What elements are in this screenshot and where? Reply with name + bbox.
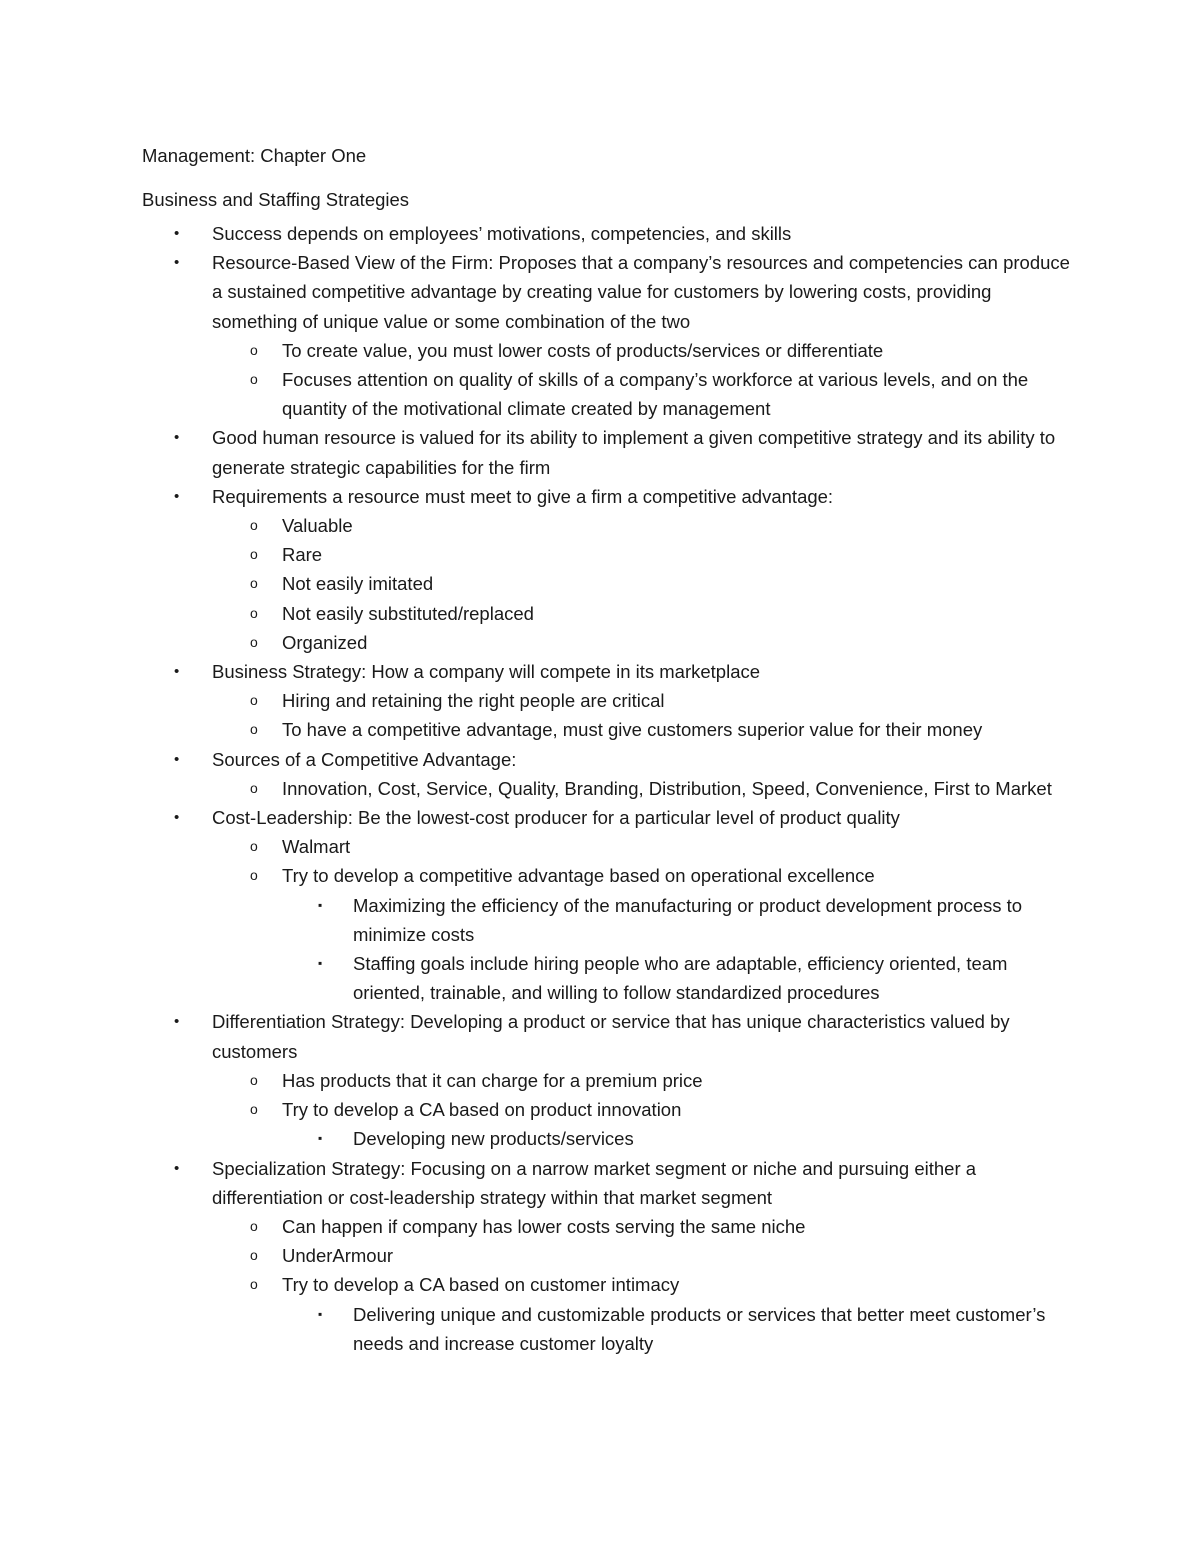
bullet-icon: • <box>174 487 180 505</box>
list-item <box>142 686 1072 715</box>
list-item <box>142 745 1072 774</box>
list-item <box>142 1154 1072 1212</box>
list-item-text: UnderArmour <box>282 1245 394 1267</box>
list-item <box>142 1270 1072 1299</box>
list-item-text: Cost-Leadership: Be the lowest-cost producer for a particular level of product quality <box>212 807 900 829</box>
bullet-icon: • <box>174 750 180 768</box>
list-item <box>142 511 1072 540</box>
list-item-text: Good human resource is valued for its ability to implement a given competitive strategy and its ability to generate strategic capabilities for the firm <box>212 427 1056 478</box>
circle-bullet-icon: o <box>250 604 258 621</box>
list-item-text: Sources of a Competitive Advantage: <box>212 748 517 770</box>
circle-bullet-icon: o <box>250 1247 258 1264</box>
list-item <box>142 803 1072 832</box>
square-bullet-icon: ▪ <box>318 956 323 971</box>
list-item-text: Valuable <box>282 515 353 537</box>
bullet-icon: • <box>174 225 180 242</box>
list-item-text: To create value, you must lower costs of products/services or differentiate <box>282 339 884 361</box>
list-item <box>142 248 1072 336</box>
list-item <box>142 336 1072 365</box>
circle-bullet-icon: o <box>250 779 258 796</box>
document-title: Management: Chapter One <box>142 145 367 166</box>
list-item-text: Innovation, Cost, Service, Quality, Branding, Distribution, Speed, Convenience, First to Market <box>282 777 1052 799</box>
list-item <box>142 861 1072 890</box>
list-item <box>142 423 1072 481</box>
list-item <box>142 949 1072 1007</box>
list-item <box>142 1212 1072 1241</box>
circle-bullet-icon: o <box>250 838 258 855</box>
list-item-text: Resource-Based View of the Firm: Proposes that a company’s resources and competencies can produce a sustained competitive advantage by creating value for customers by lowering costs, providing something of unique value or some combination of the two <box>212 252 1070 332</box>
bullet-icon: • <box>174 1159 180 1177</box>
list-item-text: Walmart <box>282 836 351 858</box>
list-item <box>142 1007 1072 1065</box>
document-page <box>142 143 1072 1358</box>
bullet-icon: • <box>174 663 180 681</box>
circle-bullet-icon: o <box>250 1101 258 1118</box>
list-item-text: Requirements a resource must meet to give a firm a competitive advantage: <box>212 485 834 507</box>
outline-list <box>142 219 1072 1358</box>
list-item <box>142 774 1072 803</box>
square-bullet-icon: ▪ <box>318 1306 323 1321</box>
bullet-icon: • <box>174 1013 180 1031</box>
list-item <box>142 1300 1072 1358</box>
list-item-text: Try to develop a competitive advantage based on operational excellence <box>282 865 875 887</box>
circle-bullet-icon: o <box>250 575 258 592</box>
circle-bullet-icon: o <box>250 692 258 709</box>
list-item <box>142 219 1072 248</box>
list-item <box>142 832 1072 861</box>
list-item-text: Specialization Strategy: Focusing on a narrow market segment or niche and pursuing either a differentiation or cost-leadership strategy within that market segment <box>212 1157 977 1208</box>
circle-bullet-icon: o <box>250 1276 258 1293</box>
section-heading: Business and Staffing Strategies <box>142 189 410 210</box>
list-item-text: Maximizing the efficiency of the manufacturing or product development process to minimize costs <box>353 894 1023 945</box>
circle-bullet-icon: o <box>250 517 258 534</box>
list-item <box>142 1066 1072 1095</box>
list-item-text: Can happen if company has lower costs serving the same niche <box>282 1215 806 1237</box>
list-item-text: To have a competitive advantage, must give customers superior value for their money <box>282 719 983 741</box>
list-item-text: Success depends on employees’ motivations, competencies, and skills <box>212 223 792 244</box>
circle-bullet-icon: o <box>250 546 258 563</box>
list-item-text: Business Strategy: How a company will compete in its marketplace <box>212 661 761 683</box>
list-item <box>142 891 1072 949</box>
circle-bullet-icon: o <box>250 341 258 358</box>
list-item <box>142 599 1072 628</box>
square-bullet-icon: ▪ <box>318 1131 323 1146</box>
circle-bullet-icon: o <box>250 867 258 884</box>
list-item-text: Organized <box>282 631 368 653</box>
list-item-text: Developing new products/services <box>353 1128 634 1150</box>
list-item-text: Try to develop a CA based on customer intimacy <box>282 1274 680 1296</box>
list-item-text: Focuses attention on quality of skills of a company’s workforce at various levels, and on the quantity of the motivational climate created by management <box>282 369 1029 420</box>
list-item-text: Differentiation Strategy: Developing a product or service that has unique characteristics valued by customers <box>212 1011 1010 1062</box>
list-item <box>142 657 1072 686</box>
bullet-icon: • <box>174 254 180 272</box>
list-item <box>142 569 1072 598</box>
list-item <box>142 1241 1072 1270</box>
list-item <box>142 540 1072 569</box>
circle-bullet-icon: o <box>250 1217 258 1234</box>
list-item-text: Not easily imitated <box>282 573 434 595</box>
list-item <box>142 715 1072 744</box>
circle-bullet-icon: o <box>250 1071 258 1088</box>
list-item-text: Rare <box>282 544 323 566</box>
circle-bullet-icon: o <box>250 721 258 738</box>
list-item <box>142 365 1072 423</box>
list-item-text: Try to develop a CA based on product innovation <box>282 1099 682 1121</box>
list-item <box>142 1095 1072 1124</box>
square-bullet-icon: ▪ <box>318 897 323 912</box>
list-item-text: Delivering unique and customizable products or services that better meet customer’s needs and increase customer loyalty <box>353 1303 1046 1354</box>
circle-bullet-icon: o <box>250 633 258 650</box>
bullet-icon: • <box>174 809 180 827</box>
list-item-text: Hiring and retaining the right people are critical <box>282 690 665 712</box>
list-item <box>142 1124 1072 1153</box>
bullet-icon: • <box>174 429 180 447</box>
list-item-text: Has products that it can charge for a premium price <box>282 1069 703 1091</box>
list-item <box>142 628 1072 657</box>
list-item-text: Not easily substituted/replaced <box>282 602 534 624</box>
list-item <box>142 482 1072 511</box>
list-item-text: Staffing goals include hiring people who are adaptable, efficiency oriented, team oriented, trainable, and willing to follow standardized procedures <box>353 953 1008 1004</box>
circle-bullet-icon: o <box>250 371 258 388</box>
